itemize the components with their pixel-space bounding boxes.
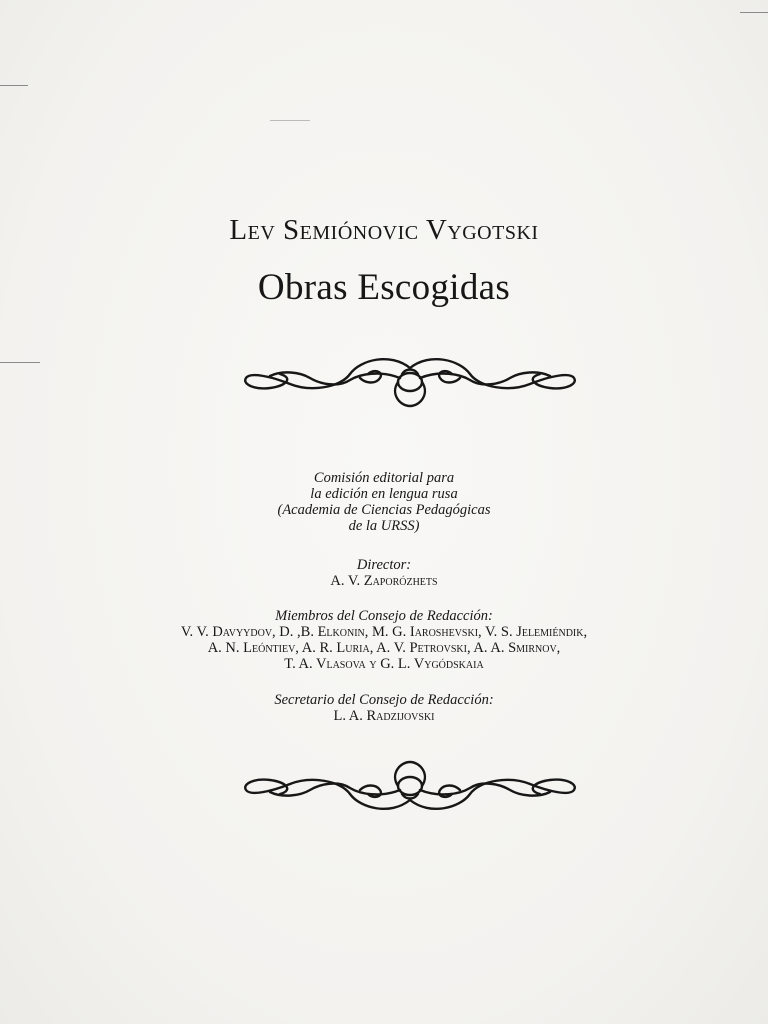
members-line: V. V. Davyydov, D. ,B. Elkonin, M. G. Iaroshevski, V. S. Jelemiéndik,	[180, 624, 588, 640]
scan-speck	[0, 362, 40, 363]
scan-speck	[270, 120, 310, 121]
members-line: T. A. Vlasova y G. L. Vygódskaia	[284, 656, 484, 672]
commission-line: de la URSS)	[348, 518, 420, 534]
director-name: A. V. Zaporózhets	[330, 573, 438, 589]
scan-speck	[740, 12, 768, 13]
secretary-label: Secretario del Consejo de Redacción:	[274, 692, 494, 708]
director-block	[0, 557, 768, 589]
ornament-bottom	[240, 756, 580, 820]
ornament-top	[240, 348, 580, 412]
members-label: Miembros del Consejo de Redacción:	[275, 608, 493, 624]
director-label: Director:	[356, 557, 412, 573]
secretary-name: L. A. Radzijovski	[333, 708, 435, 724]
commission-block	[0, 470, 768, 534]
secretary-block	[0, 692, 768, 724]
commission-line: la edición en lengua rusa	[310, 486, 458, 502]
author-name: Lev Semiónovic Vygotski	[229, 214, 539, 246]
book-title: Obras Escogidas	[257, 267, 511, 308]
commission-line: Comisión editorial para	[313, 470, 455, 486]
members-block	[0, 608, 768, 672]
commission-line: (Academia de Ciencias Pedagógicas	[277, 502, 491, 518]
members-line: A. N. Leóntiev, A. R. Luria, A. V. Petrovski, A. A. Smirnov,	[207, 640, 561, 656]
scan-speck	[0, 85, 28, 86]
